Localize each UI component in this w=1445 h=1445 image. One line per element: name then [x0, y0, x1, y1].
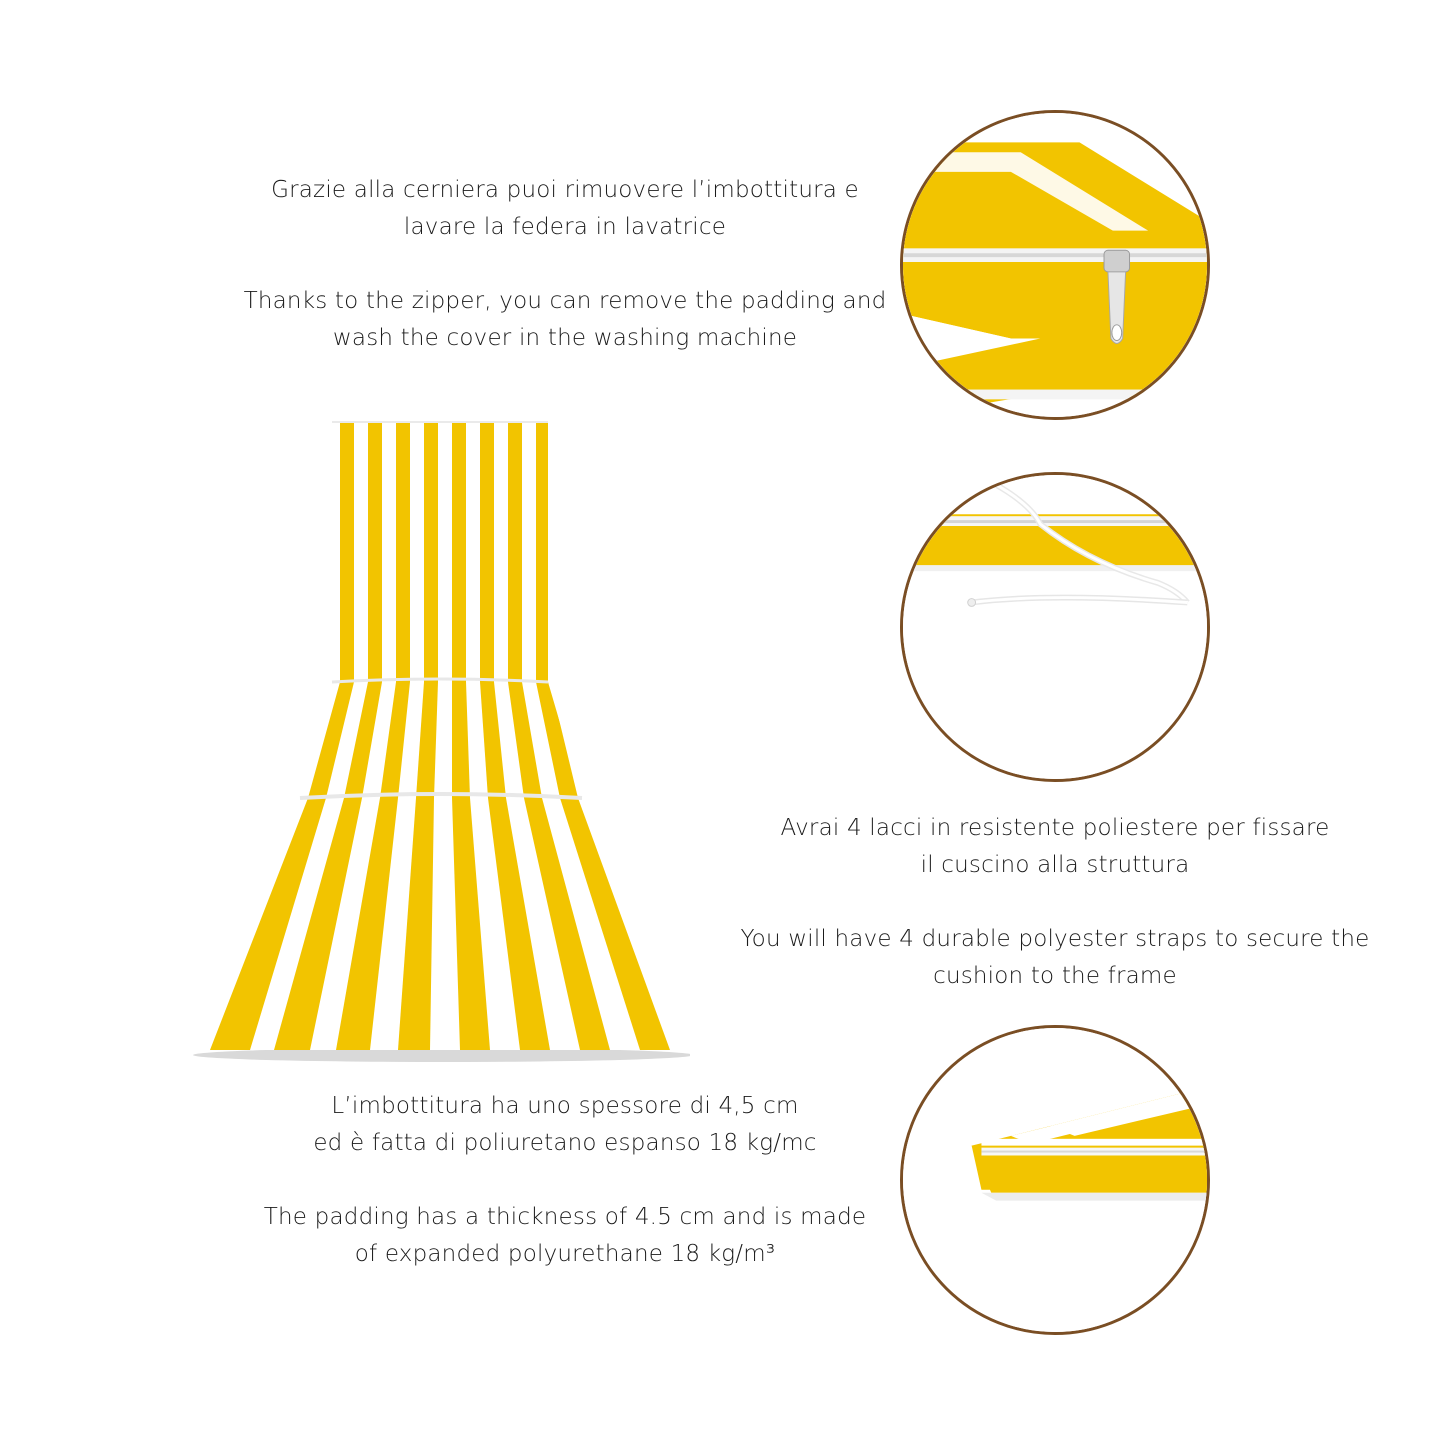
zipper-text-en-1: Thanks to the zipper, you can remove the padding and: [243, 288, 887, 314]
zipper-text-en-2: wash the cover in the washing machine: [332, 325, 798, 351]
straps-text-it-1: Avrai 4 lacci in resistente poliestere per fissare: [780, 815, 1330, 841]
thickness-detail-circle: [900, 1025, 1210, 1335]
zipper-detail-image: [903, 113, 1207, 417]
zipper-detail-circle: [900, 110, 1210, 420]
straps-text-it-2: il cuscino alla struttura: [920, 852, 1190, 878]
straps-detail-circle: [900, 472, 1210, 782]
zipper-text-it-2: lavare la federa in lavatrice: [403, 214, 727, 240]
zipper-description: [230, 172, 900, 357]
padding-description: [230, 1088, 900, 1273]
padding-text-it-1: L’imbottitura ha uno spessore di 4,5 cm: [331, 1093, 799, 1119]
padding-text-it-2: ed è fatta di poliuretano espanso 18 kg/mc: [313, 1130, 817, 1156]
zipper-text-it-1: Grazie alla cerniera puoi rimuovere l’imbottitura e: [271, 177, 859, 203]
straps-text-en-1: You will have 4 durable polyester straps to secure the: [740, 926, 1370, 952]
straps-description: [720, 810, 1390, 995]
padding-text-en-1: The padding has a thickness of 4.5 cm and is made: [263, 1204, 867, 1230]
thickness-detail-image: [903, 1028, 1207, 1332]
lounger-cushion-image: [190, 410, 690, 1065]
strap-detail-image: [903, 475, 1207, 779]
padding-text-en-2: of expanded polyurethane 18 kg/m³: [354, 1241, 776, 1267]
straps-text-en-2: cushion to the frame: [933, 963, 1177, 989]
